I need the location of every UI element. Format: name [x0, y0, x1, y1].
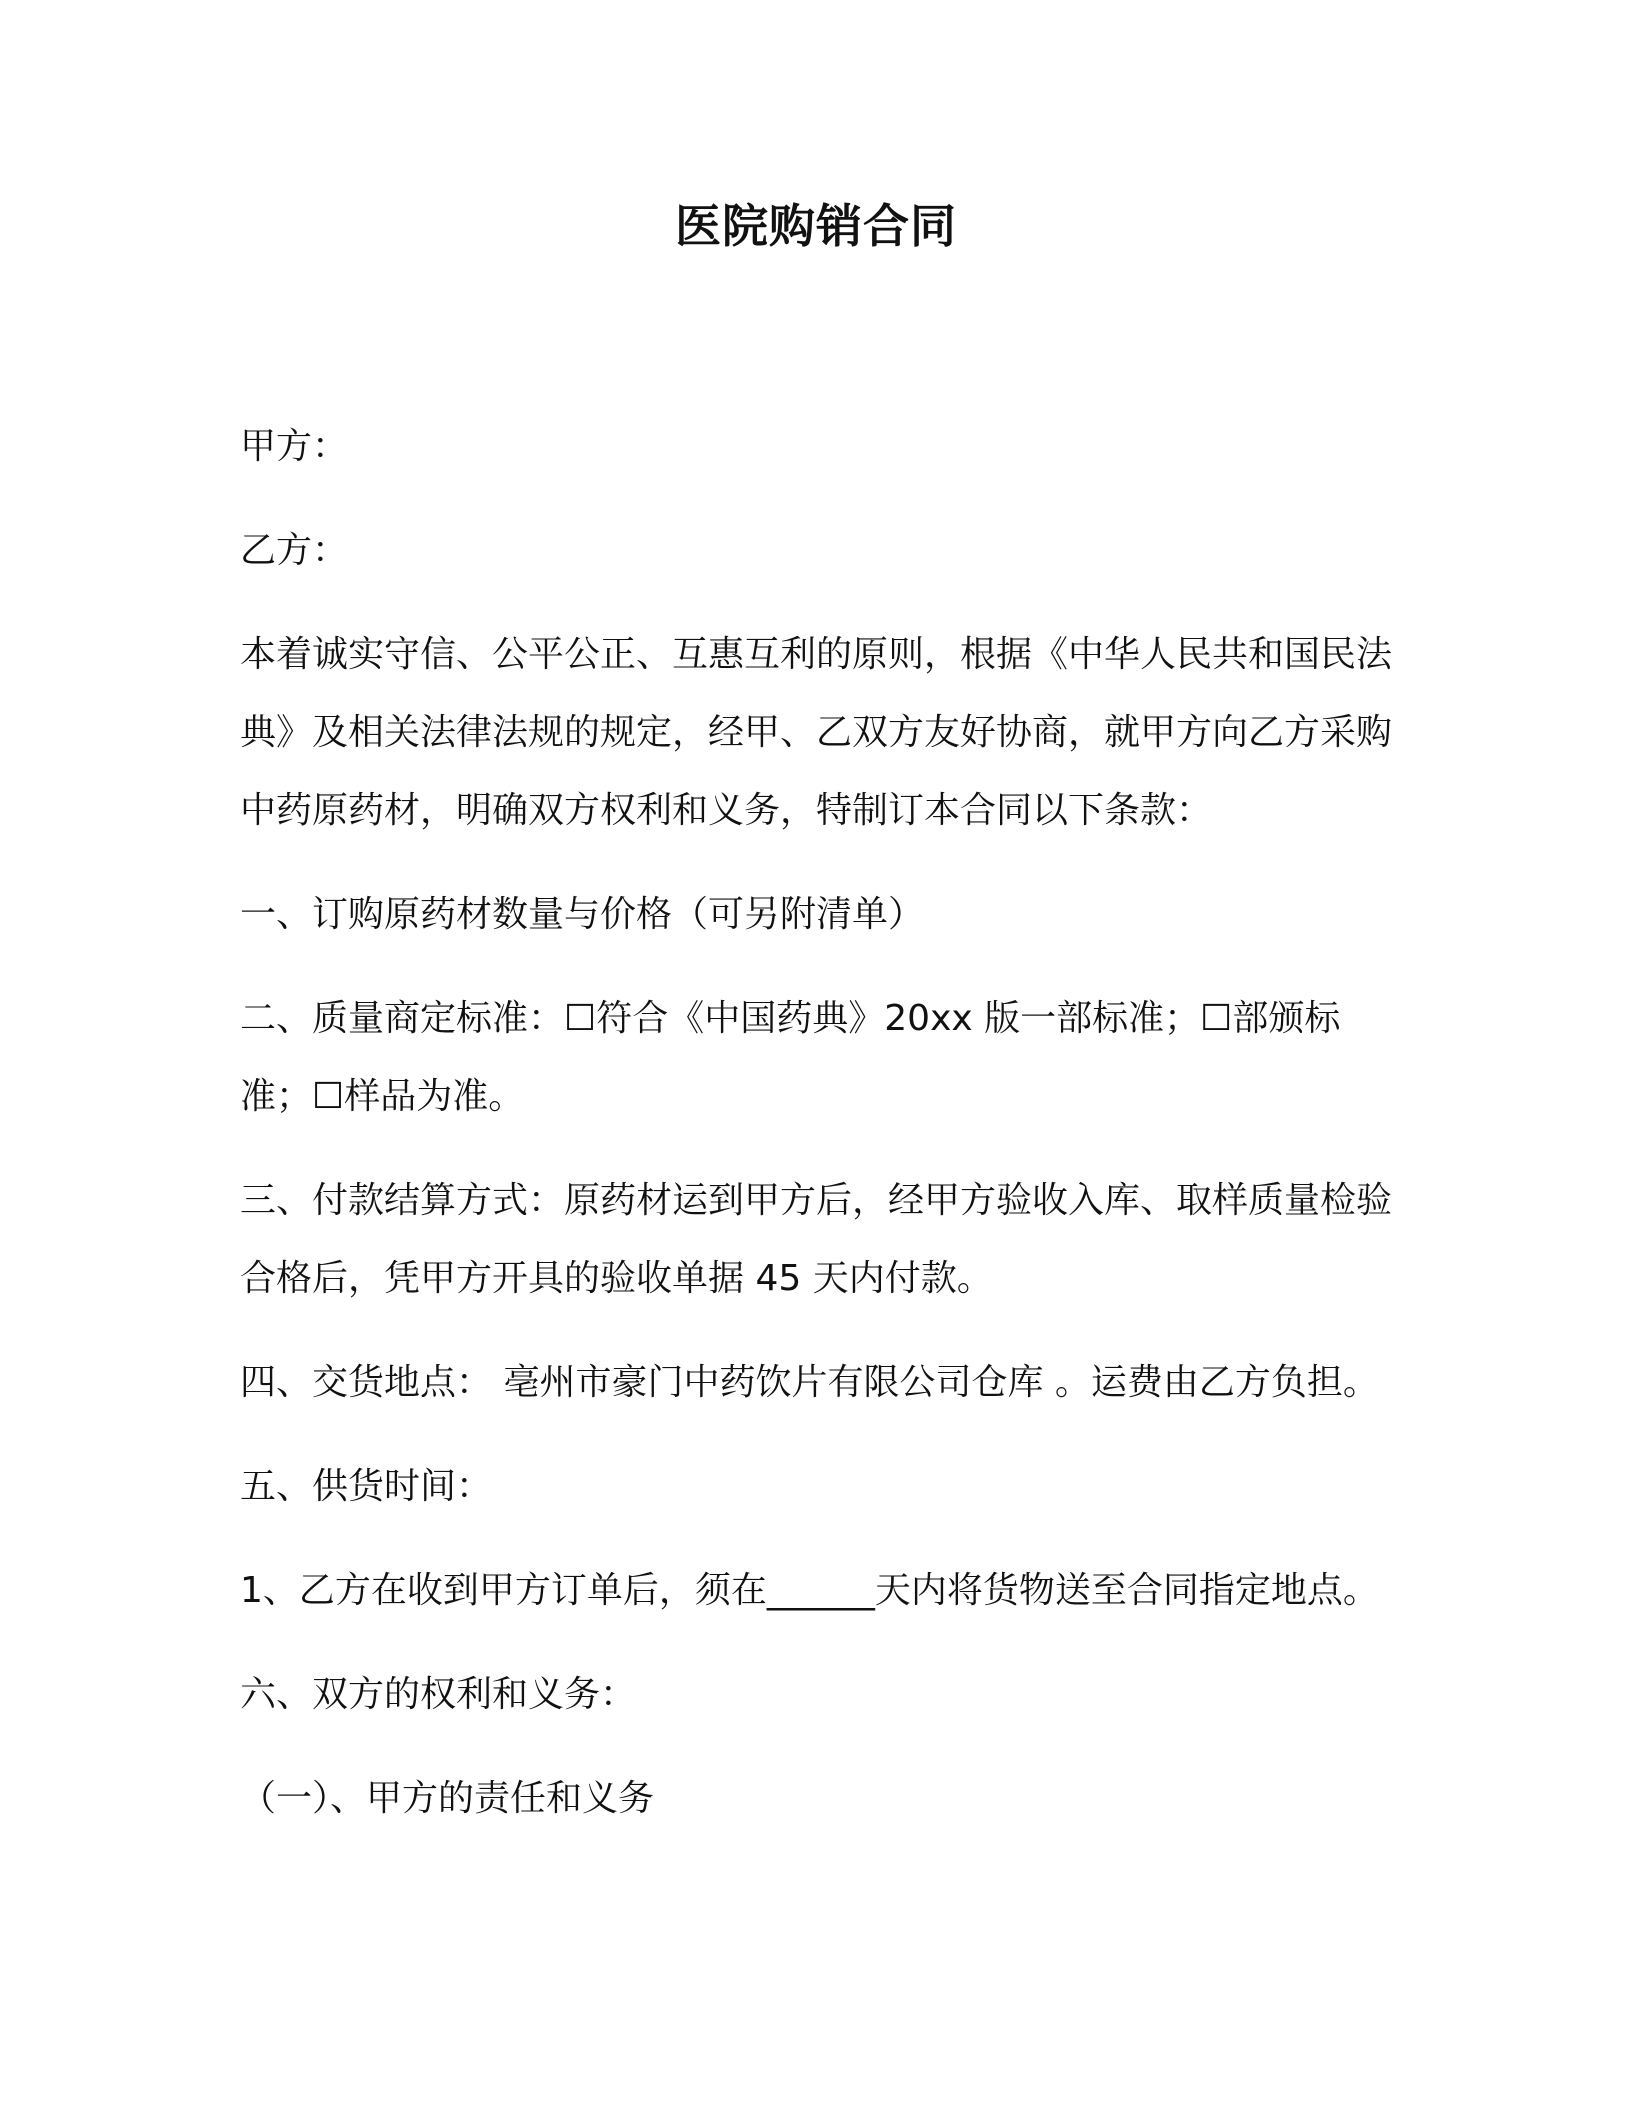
document-body [240, 408, 1410, 1864]
clause-1-quantity-price: 一、订购原药材数量与价格（可另附清单） [240, 894, 925, 935]
clause-2-quality-standard: 二、质量商定标准：☐符合《中国药典》20xx 版一部标准；☐部颁标准；☐样品为准。 [240, 998, 1341, 1117]
clause-4-delivery-location: 四、交货地点： 亳州市豪门中药饮片有限公司仓库 。运费由乙方负担。 [240, 1362, 1379, 1403]
clause-5-supply-time: 五、供货时间： [240, 1466, 493, 1507]
party-b-line: 乙方： [240, 530, 349, 571]
clause-6-subsection-a: （一）、甲方的责任和义务 [240, 1778, 655, 1819]
clause-3-payment: 三、付款结算方式：原药材运到甲方后，经甲方验收入库、取样质量检验合格后，凭甲方开具的验收单据 45 天内付款。 [240, 1180, 1393, 1299]
document-title: 医院购销合同 [675, 199, 957, 253]
clause-6-rights-obligations: 六、双方的权利和义务： [240, 1674, 637, 1715]
clause-5-item-1: 1、乙方在收到甲方订单后，须在______天内将货物送至合同指定地点。 [240, 1570, 1379, 1611]
preamble-paragraph: 本着诚实守信、公平公正、互惠互利的原则，根据《中华人民共和国民法典》及相关法律法规的规定，经甲、乙双方友好协商，就甲方向乙方采购中药原药材，明确双方权利和义务，特制订本合同以下条款： [240, 634, 1393, 831]
party-a-line: 甲方： [240, 426, 349, 467]
